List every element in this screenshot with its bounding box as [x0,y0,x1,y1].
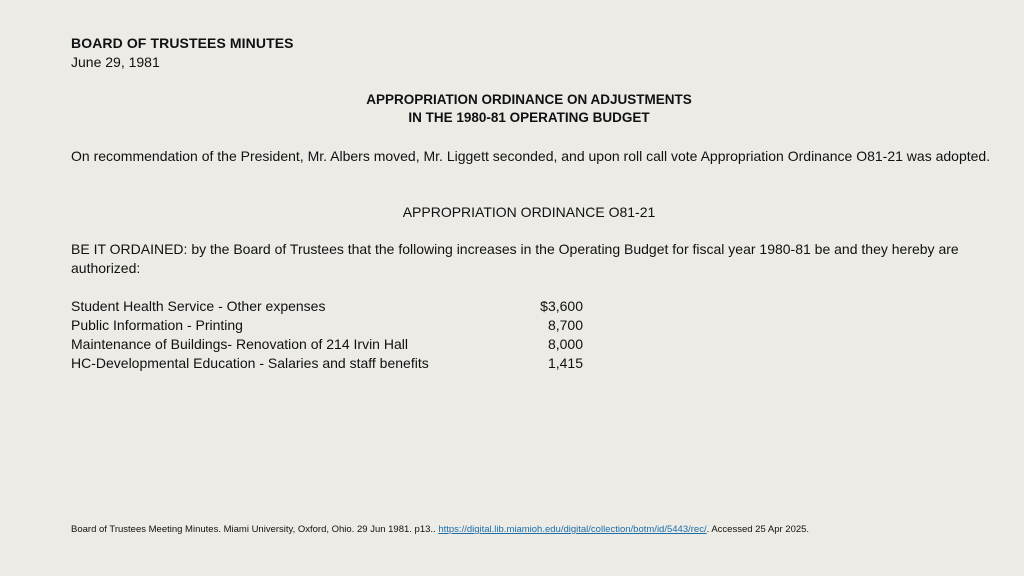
section-heading-line-1: APPROPRIATION ORDINANCE ON ADJUSTMENTS [366,92,692,107]
citation-prefix: Board of Trustees Meeting Minutes. Miami University, Oxford, Ohio. 29 Jun 1981. p13.. [71,524,439,535]
ordained-paragraph: BE IT ORDAINED: by the Board of Trustees that the following increases in the Operating Budget for fiscal year 1980-81 be and they hereby are authorized: [71,241,959,276]
section-heading-line-2: IN THE 1980-81 OPERATING BUDGET [408,110,650,125]
budget-item-label: Public Information - Printing [71,317,243,333]
ordinance-title: APPROPRIATION ORDINANCE O81-21 [402,204,656,220]
citation-suffix: . Accessed 25 Apr 2025. [706,524,810,535]
budget-item [71,335,583,354]
citation-link[interactable]: https://digital.lib.miamioh.edu/digital/collection/botm/id/5443/rec/ [438,524,707,535]
budget-items-list [71,297,583,373]
motion-paragraph: On recommendation of the President, Mr. Albers moved, Mr. Liggett seconded, and upon roll call vote Appropriation Ordinance O81-21 was adopted. [71,148,991,164]
budget-item-label: Maintenance of Buildings- Renovation of 214 Irvin Hall [71,336,408,352]
budget-item-amount: 8,000 [547,336,583,352]
budget-item-label: Student Health Service - Other expenses [71,298,326,314]
budget-item-label: HC-Developmental Education - Salaries and staff benefits [71,355,429,371]
budget-item-amount: $3,600 [540,298,583,314]
document-date: June 29, 1981 [71,54,160,70]
citation-footer [71,524,809,535]
budget-item [71,316,583,335]
document-title: BOARD OF TRUSTEES MINUTES [71,35,294,51]
budget-item-amount: 8,700 [547,317,583,333]
budget-item [71,354,583,373]
budget-item [71,297,583,316]
budget-item-amount: 1,415 [547,355,583,371]
